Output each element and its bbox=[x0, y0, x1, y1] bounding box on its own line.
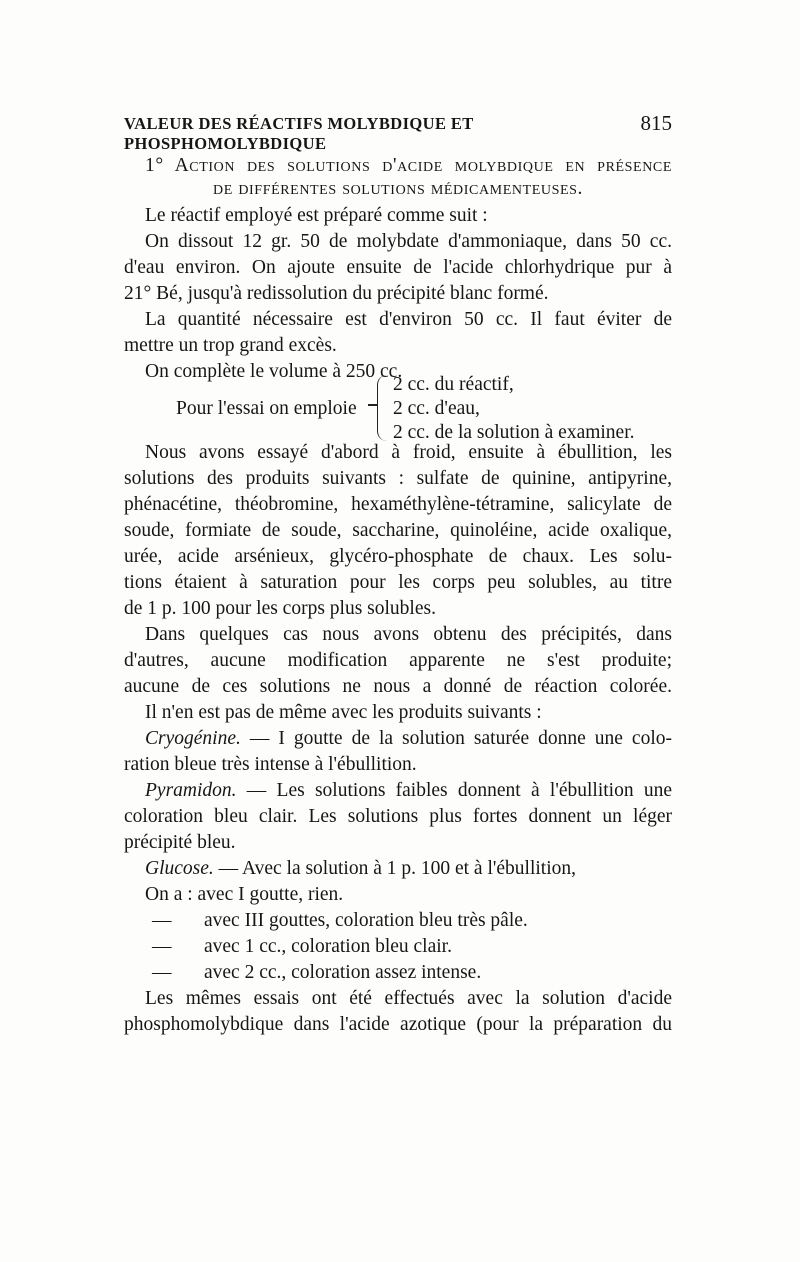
entry-text: — Les solutions faibles donnent à l'ébullition une bbox=[236, 780, 672, 801]
assay-item: 2 cc. de la solution à examiner. bbox=[393, 422, 635, 443]
section-title-line-2: de différentes solutions médicamenteuses. bbox=[213, 178, 583, 199]
paragraph-line: La quantité nécessaire est d'environ 50 cc. Il faut éviter de bbox=[145, 309, 672, 330]
entry-term: Pyramidon. bbox=[145, 780, 237, 801]
paragraph-line: d'eau environ. On ajoute ensuite de l'acide chlorhydrique pur à bbox=[124, 257, 672, 278]
paragraph-line: phénacétine, théobromine, hexaméthylène-tétramine, salicylate de bbox=[124, 494, 672, 515]
running-title: VALEUR DES RÉACTIFS MOLYBDIQUE ET PHOSPHOMOLYBDIQUE bbox=[124, 114, 474, 153]
glucose-result: avec 2 cc., coloration assez intense. bbox=[204, 962, 482, 983]
entry-glucose bbox=[145, 856, 672, 882]
entry-cryogenine bbox=[145, 726, 672, 752]
assay-label: Pour l'essai on emploie bbox=[176, 398, 357, 419]
paragraph-line: Nous avons essayé d'abord à froid, ensuite à ébullition, les bbox=[145, 442, 672, 463]
entry-pyramidon bbox=[145, 778, 672, 804]
paragraph-line: ration bleue très intense à l'ébullition. bbox=[124, 754, 417, 775]
paragraph-line: On dissout 12 gr. 50 de molybdate d'ammoniaque, dans 50 cc. bbox=[145, 231, 672, 252]
glucose-result: avec III gouttes, coloration bleu très pâle. bbox=[204, 910, 528, 931]
entry-text: — Avec la solution à 1 p. 100 et à l'ébullition, bbox=[213, 858, 576, 879]
paragraph-line: solutions des produits suivants : sulfate de quinine, antipyrine, bbox=[124, 468, 672, 489]
running-header bbox=[124, 111, 672, 154]
entry-text: — I goutte de la solution saturée donne une colo- bbox=[240, 728, 672, 749]
paragraph-line: soude, formiate de soude, saccharine, quinoléine, acide oxalique, bbox=[124, 520, 672, 541]
entry-term: Glucose. bbox=[145, 858, 214, 879]
paragraph-line: précipité bleu. bbox=[124, 832, 236, 853]
paragraph-line: coloration bleu clair. Les solutions plus fortes donnent un léger bbox=[124, 806, 672, 827]
assay-procedure bbox=[176, 372, 672, 444]
dash-mark: — bbox=[152, 962, 172, 983]
entry-term: Cryogénine. bbox=[145, 728, 241, 749]
paragraph-line: On a : avec I goutte, rien. bbox=[145, 884, 344, 905]
paragraph-line: Les mêmes essais ont été effectués avec la solution d'acide bbox=[145, 988, 672, 1009]
paragraph-line: Il n'en est pas de même avec les produits suivants : bbox=[145, 702, 542, 723]
paragraph-line: mettre un trop grand excès. bbox=[124, 335, 337, 356]
paragraph-line: Le réactif employé est préparé comme suit : bbox=[145, 205, 488, 226]
dash-mark: — bbox=[152, 936, 172, 957]
paragraph-line: tions étaient à saturation pour les corps peu solubles, au titre bbox=[124, 572, 672, 593]
curly-brace bbox=[377, 375, 387, 441]
paragraph-line: 21° Bé, jusqu'à redissolution du précipité blanc formé. bbox=[124, 283, 549, 304]
paragraph-line: aucune de ces solutions ne nous a donné de réaction colorée. bbox=[124, 676, 672, 697]
assay-item: 2 cc. du réactif, bbox=[393, 374, 514, 395]
paragraph-line: Dans quelques cas nous avons obtenu des précipités, dans bbox=[145, 624, 672, 645]
paragraph-line: d'autres, aucune modification apparente ne s'est produite; bbox=[124, 650, 672, 671]
dash-mark: — bbox=[152, 910, 172, 931]
assay-item: 2 cc. d'eau, bbox=[393, 398, 480, 419]
paragraph-line: urée, acide arsénieux, glycéro-phosphate de chaux. Les solu- bbox=[124, 546, 672, 567]
paragraph-line: On complète le volume à 250 cc. bbox=[145, 361, 403, 382]
paragraph-line: phosphomolybdique dans l'acide azotique (pour la préparation du bbox=[124, 1014, 672, 1035]
section-title-line-1: 1° Action des solutions d'acide molybdique en présence bbox=[145, 155, 672, 176]
glucose-result: avec 1 cc., coloration bleu clair. bbox=[204, 936, 452, 957]
page-number: 815 bbox=[640, 111, 672, 135]
paragraph-line: de 1 p. 100 pour les corps plus solubles. bbox=[124, 598, 436, 619]
